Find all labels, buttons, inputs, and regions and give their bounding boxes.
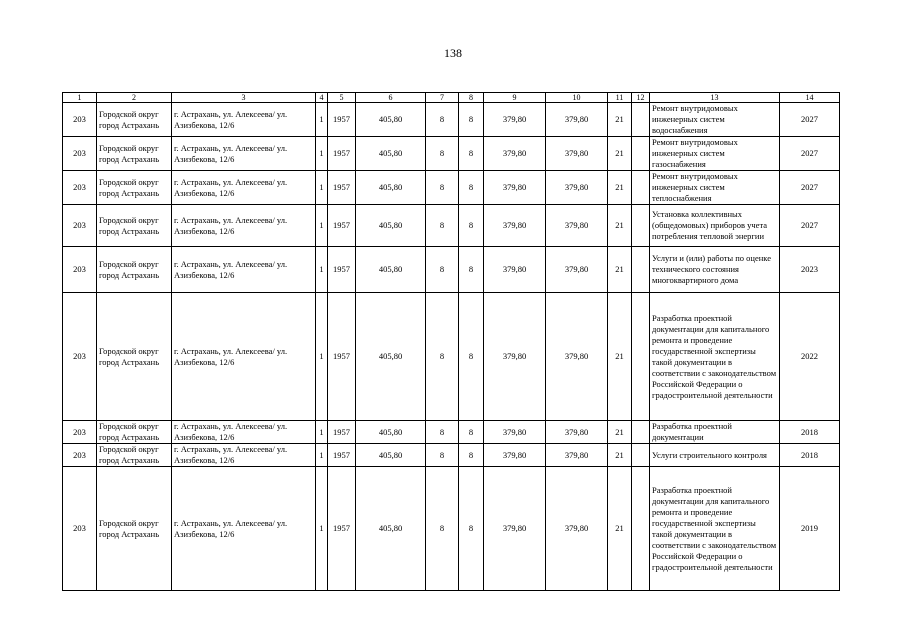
area-residential-cell: 379,80 (546, 421, 608, 444)
area-residential-cell: 379,80 (546, 247, 608, 293)
municipality-cell: Городской округ город Астрахань (97, 293, 172, 421)
count-cell: 1 (316, 467, 328, 591)
planned-year-cell: 2018 (780, 444, 840, 467)
year-cell: 1957 (328, 293, 356, 421)
header-cell: 11 (608, 93, 632, 103)
planned-year-cell: 2023 (780, 247, 840, 293)
col12-cell (632, 293, 650, 421)
year-cell: 1957 (328, 205, 356, 247)
residents-cell: 21 (608, 421, 632, 444)
work-type-cell: Разработка проектной документации (650, 421, 780, 444)
area-total-cell: 405,80 (356, 103, 426, 137)
floors-cell: 8 (426, 171, 459, 205)
address-cell: г. Астрахань, ул. Алексеева/ ул. Азизбекова, 12/6 (172, 171, 316, 205)
header-cell: 6 (356, 93, 426, 103)
residents-cell: 21 (608, 293, 632, 421)
planned-year-cell: 2027 (780, 103, 840, 137)
municipality-cell: Городской округ город Астрахань (97, 103, 172, 137)
address-cell: г. Астрахань, ул. Алексеева/ ул. Азизбекова, 12/6 (172, 421, 316, 444)
address-cell: г. Астрахань, ул. Алексеева/ ул. Азизбекова, 12/6 (172, 293, 316, 421)
header-cell: 5 (328, 93, 356, 103)
area-living-cell: 379,80 (484, 467, 546, 591)
count-cell: 1 (316, 444, 328, 467)
area-residential-cell: 379,80 (546, 293, 608, 421)
col12-cell (632, 103, 650, 137)
address-cell: г. Астрахань, ул. Алексеева/ ул. Азизбекова, 12/6 (172, 467, 316, 591)
year-cell: 1957 (328, 421, 356, 444)
residents-cell: 21 (608, 137, 632, 171)
area-residential-cell: 379,80 (546, 103, 608, 137)
entrances-cell: 8 (459, 103, 484, 137)
row-number-cell: 203 (63, 293, 97, 421)
area-total-cell: 405,80 (356, 444, 426, 467)
area-total-cell: 405,80 (356, 205, 426, 247)
area-total-cell: 405,80 (356, 247, 426, 293)
table-row (63, 205, 840, 247)
page-number: 138 (444, 46, 462, 60)
area-total-cell: 405,80 (356, 293, 426, 421)
entrances-cell: 8 (459, 444, 484, 467)
table-row (63, 137, 840, 171)
municipality-cell: Городской округ город Астрахань (97, 444, 172, 467)
area-residential-cell: 379,80 (546, 205, 608, 247)
header-cell: 7 (426, 93, 459, 103)
entrances-cell: 8 (459, 171, 484, 205)
year-cell: 1957 (328, 467, 356, 591)
entrances-cell: 8 (459, 293, 484, 421)
col12-cell (632, 205, 650, 247)
area-living-cell: 379,80 (484, 421, 546, 444)
residents-cell: 21 (608, 171, 632, 205)
residents-cell: 21 (608, 444, 632, 467)
work-type-cell: Услуги и (или) работы по оценке технического состояния многоквартирного дома (650, 247, 780, 293)
planned-year-cell: 2027 (780, 205, 840, 247)
residents-cell: 21 (608, 103, 632, 137)
count-cell: 1 (316, 247, 328, 293)
planned-year-cell: 2027 (780, 137, 840, 171)
header-cell: 8 (459, 93, 484, 103)
area-total-cell: 405,80 (356, 171, 426, 205)
address-cell: г. Астрахань, ул. Алексеева/ ул. Азизбекова, 12/6 (172, 137, 316, 171)
area-living-cell: 379,80 (484, 444, 546, 467)
count-cell: 1 (316, 103, 328, 137)
table-body (63, 93, 840, 591)
address-cell: г. Астрахань, ул. Алексеева/ ул. Азизбекова, 12/6 (172, 247, 316, 293)
floors-cell: 8 (426, 137, 459, 171)
work-type-cell: Ремонт внутридомовых инженерных систем теплоснабжения (650, 171, 780, 205)
col12-cell (632, 247, 650, 293)
area-residential-cell: 379,80 (546, 171, 608, 205)
area-total-cell: 405,80 (356, 137, 426, 171)
row-number-cell: 203 (63, 444, 97, 467)
col12-cell (632, 137, 650, 171)
area-residential-cell: 379,80 (546, 137, 608, 171)
row-number-cell: 203 (63, 247, 97, 293)
work-type-cell: Установка коллективных (общедомовых) приборов учета потребления тепловой энергии (650, 205, 780, 247)
row-number-cell: 203 (63, 171, 97, 205)
entrances-cell: 8 (459, 421, 484, 444)
work-type-cell: Разработка проектной документации для капитального ремонта и проведение государственной экспертизы такой документации в соответствии с законодательством Российской Федерации о градостроительной деятельности (650, 467, 780, 591)
planned-year-cell: 2027 (780, 171, 840, 205)
area-living-cell: 379,80 (484, 103, 546, 137)
entrances-cell: 8 (459, 247, 484, 293)
header-cell: 13 (650, 93, 780, 103)
floors-cell: 8 (426, 103, 459, 137)
count-cell: 1 (316, 137, 328, 171)
row-number-cell: 203 (63, 467, 97, 591)
count-cell: 1 (316, 171, 328, 205)
work-type-cell: Ремонт внутридомовых инженерных систем водоснабжения (650, 103, 780, 137)
header-cell: 10 (546, 93, 608, 103)
work-type-cell: Ремонт внутридомовых инженерных систем газоснабжения (650, 137, 780, 171)
row-number-cell: 203 (63, 421, 97, 444)
row-number-cell: 203 (63, 205, 97, 247)
header-cell: 4 (316, 93, 328, 103)
residents-cell: 21 (608, 205, 632, 247)
municipality-cell: Городской округ город Астрахань (97, 205, 172, 247)
table-row (63, 247, 840, 293)
area-residential-cell: 379,80 (546, 467, 608, 591)
year-cell: 1957 (328, 103, 356, 137)
entrances-cell: 8 (459, 467, 484, 591)
address-cell: г. Астрахань, ул. Алексеева/ ул. Азизбекова, 12/6 (172, 103, 316, 137)
area-living-cell: 379,80 (484, 205, 546, 247)
work-type-cell: Разработка проектной документации для капитального ремонта и проведение государственной экспертизы такой документации в соответствии с законодательством Российской Федерации о градостроительной деятельности (650, 293, 780, 421)
planned-year-cell: 2022 (780, 293, 840, 421)
municipality-cell: Городской округ город Астрахань (97, 171, 172, 205)
floors-cell: 8 (426, 444, 459, 467)
entrances-cell: 8 (459, 205, 484, 247)
planned-year-cell: 2018 (780, 421, 840, 444)
residents-cell: 21 (608, 247, 632, 293)
year-cell: 1957 (328, 171, 356, 205)
floors-cell: 8 (426, 247, 459, 293)
header-cell: 1 (63, 93, 97, 103)
address-cell: г. Астрахань, ул. Алексеева/ ул. Азизбекова, 12/6 (172, 444, 316, 467)
row-number-cell: 203 (63, 137, 97, 171)
area-living-cell: 379,80 (484, 293, 546, 421)
count-cell: 1 (316, 421, 328, 444)
planned-year-cell: 2019 (780, 467, 840, 591)
count-cell: 1 (316, 293, 328, 421)
address-cell: г. Астрахань, ул. Алексеева/ ул. Азизбекова, 12/6 (172, 205, 316, 247)
area-residential-cell: 379,80 (546, 444, 608, 467)
area-living-cell: 379,80 (484, 171, 546, 205)
col12-cell (632, 444, 650, 467)
area-living-cell: 379,80 (484, 247, 546, 293)
area-total-cell: 405,80 (356, 467, 426, 591)
municipality-cell: Городской округ город Астрахань (97, 137, 172, 171)
header-row (63, 93, 840, 103)
municipality-cell: Городской округ город Астрахань (97, 247, 172, 293)
municipality-cell: Городской округ город Астрахань (97, 467, 172, 591)
table-row (63, 444, 840, 467)
row-number-cell: 203 (63, 103, 97, 137)
col12-cell (632, 467, 650, 591)
header-cell: 3 (172, 93, 316, 103)
header-cell: 12 (632, 93, 650, 103)
floors-cell: 8 (426, 293, 459, 421)
municipality-cell: Городской округ город Астрахань (97, 421, 172, 444)
residents-cell: 21 (608, 467, 632, 591)
work-type-cell: Услуги строительного контроля (650, 444, 780, 467)
year-cell: 1957 (328, 444, 356, 467)
area-living-cell: 379,80 (484, 137, 546, 171)
area-total-cell: 405,80 (356, 421, 426, 444)
table-row (63, 171, 840, 205)
header-cell: 2 (97, 93, 172, 103)
floors-cell: 8 (426, 205, 459, 247)
year-cell: 1957 (328, 137, 356, 171)
entrances-cell: 8 (459, 137, 484, 171)
col12-cell (632, 171, 650, 205)
table-row (63, 103, 840, 137)
floors-cell: 8 (426, 421, 459, 444)
header-cell: 9 (484, 93, 546, 103)
col12-cell (632, 421, 650, 444)
data-table (62, 92, 840, 591)
floors-cell: 8 (426, 467, 459, 591)
header-cell: 14 (780, 93, 840, 103)
year-cell: 1957 (328, 247, 356, 293)
count-cell: 1 (316, 205, 328, 247)
table-row (63, 421, 840, 444)
table-row (63, 467, 840, 591)
table-row (63, 293, 840, 421)
